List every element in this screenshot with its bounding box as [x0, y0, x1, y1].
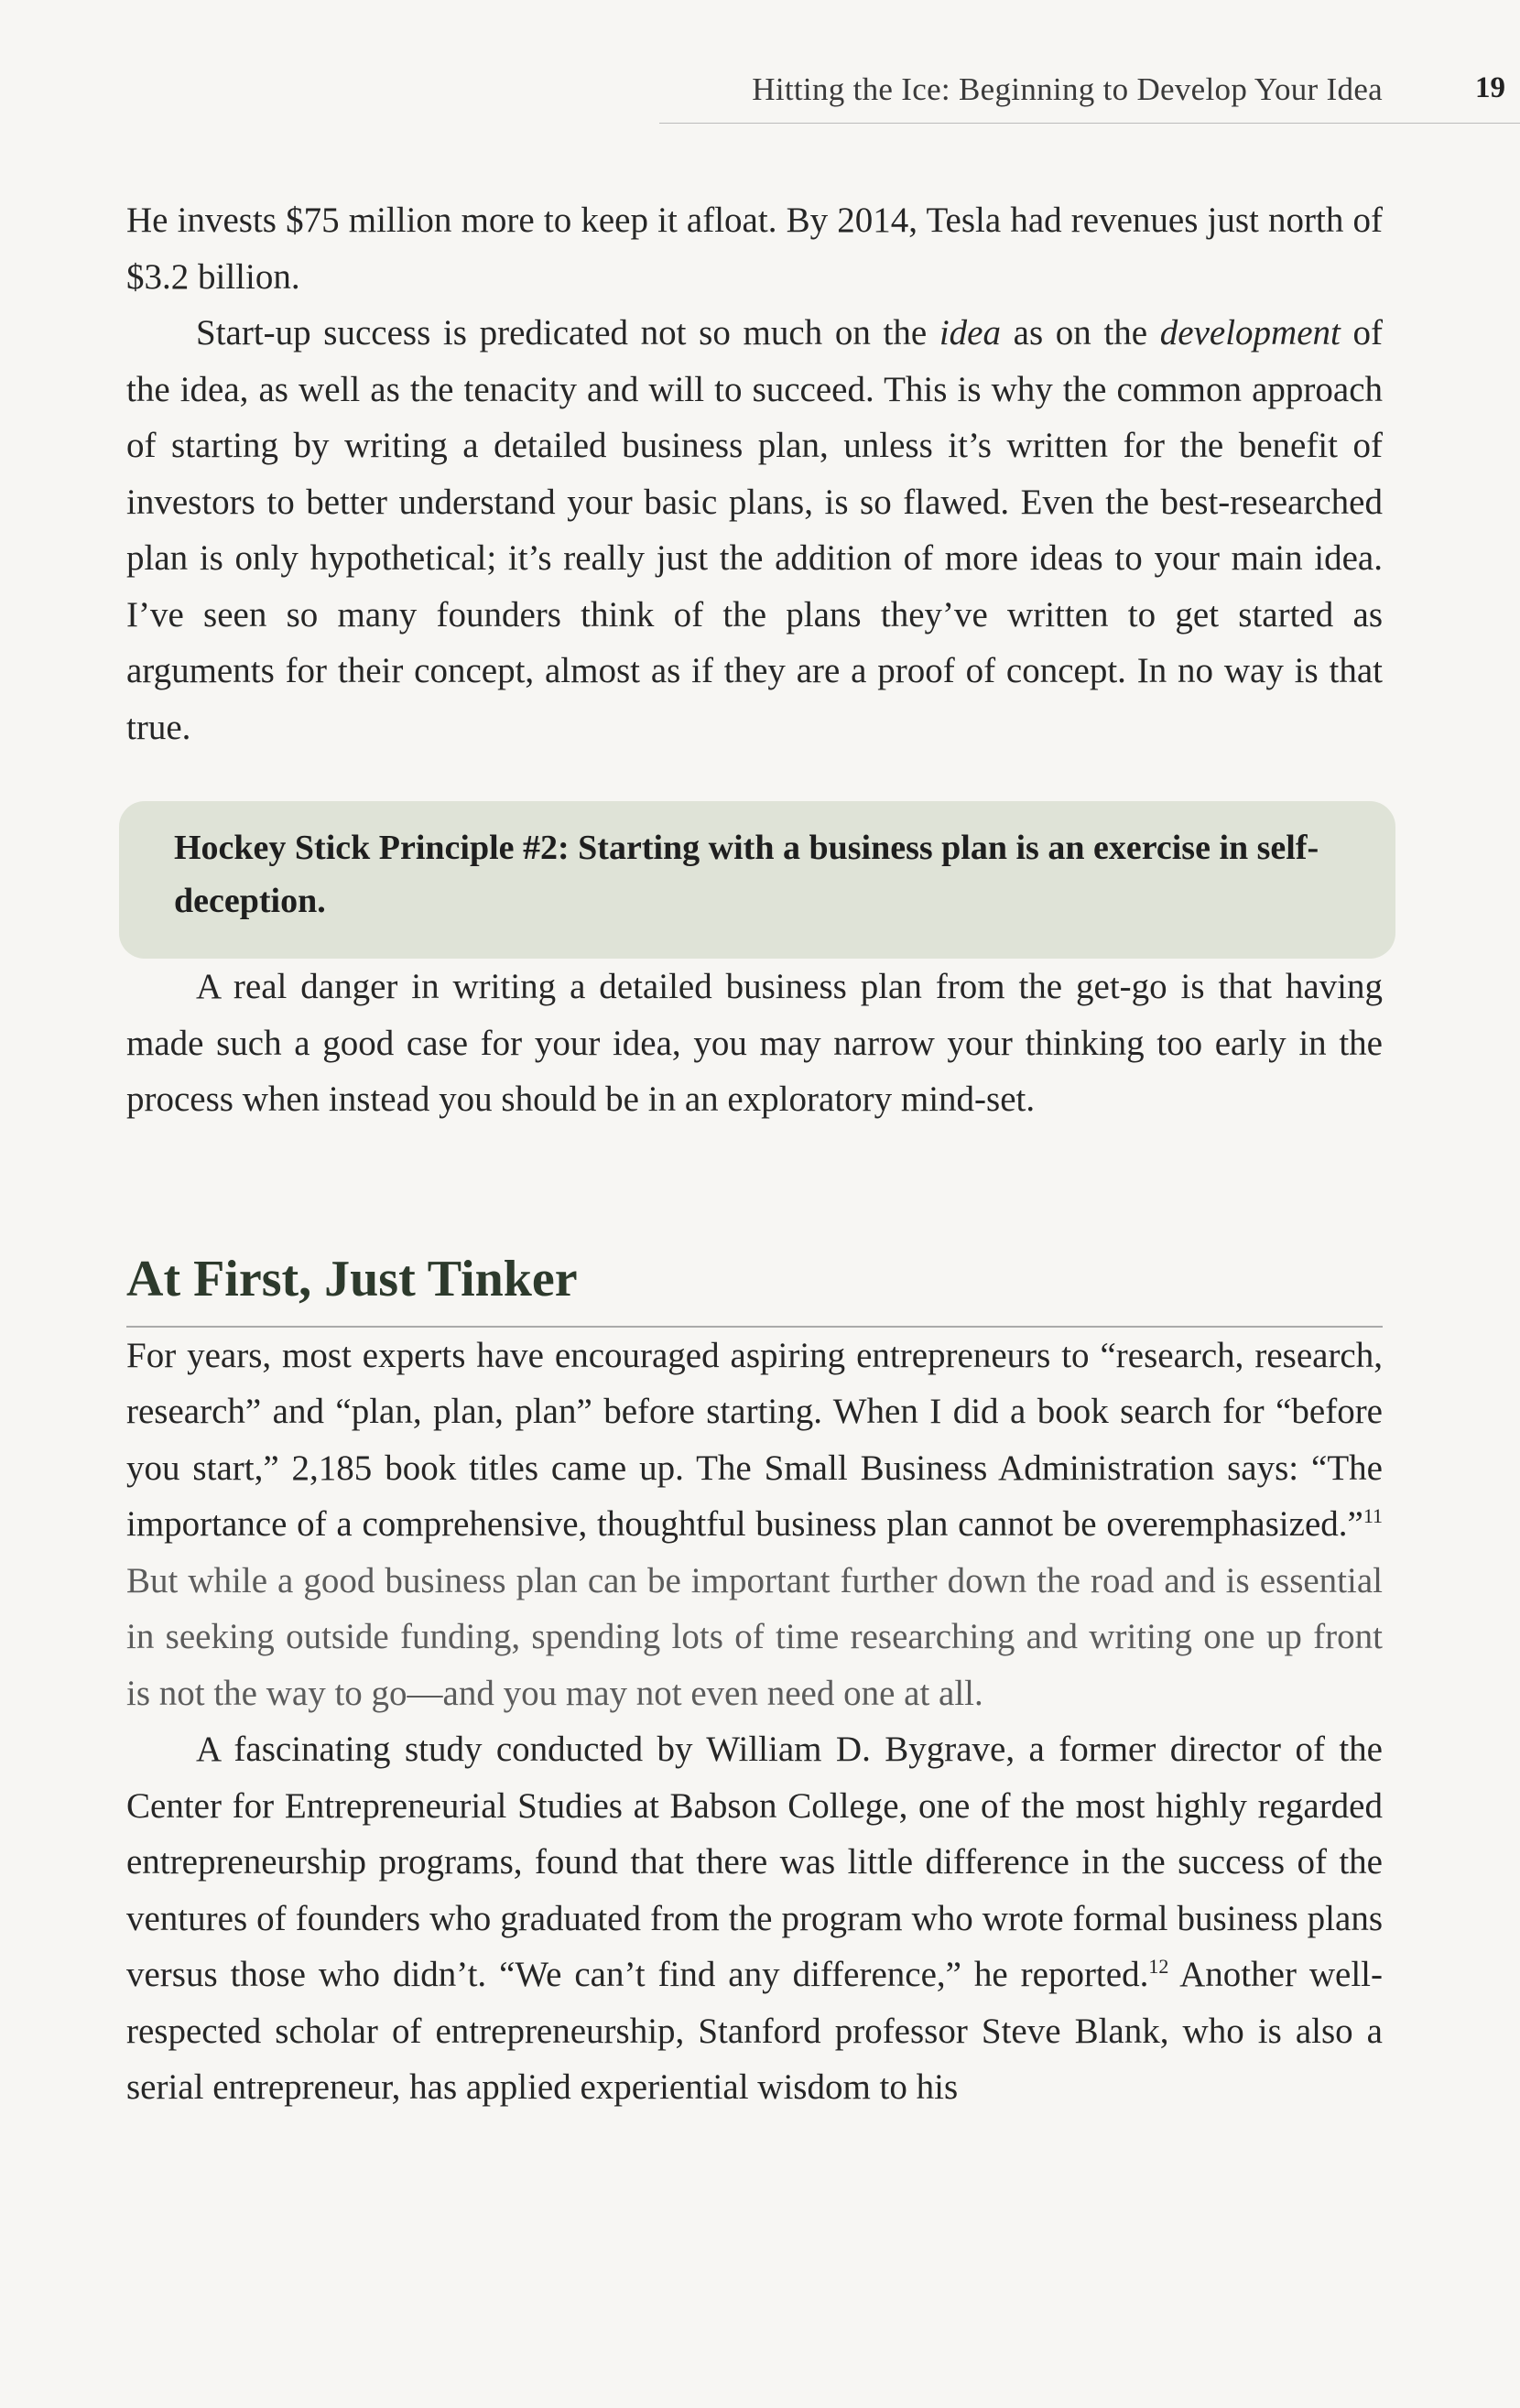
footnote-ref-11: 11: [1363, 1504, 1383, 1527]
text-run: But while a good business plan can be important further down the road and is essential in seeking outside funding, spending lots of time researching and writing one up front is not the way to go—and you may not even need one at all.: [126, 1560, 1383, 1713]
page-number: 19: [1475, 71, 1505, 104]
emphasis-development: development: [1159, 313, 1341, 353]
text-run: Another well-respected scholar of entrepreneurship, Stanford professor Steve Blank, who is also a serial entrepreneur, has applied experiential wisdom to his: [126, 1955, 1384, 2107]
paragraph-bygrave-study: [126, 1721, 1383, 2116]
header-rule: [659, 123, 1520, 124]
section-heading: At First, Just Tinker: [126, 1250, 578, 1307]
paragraph-for-years: [126, 1328, 1383, 1722]
page-body: [126, 192, 1383, 2116]
emphasis-idea: idea: [939, 313, 1001, 353]
text-run: A fascinating study conducted by William D. Bygrave, a former director of the Center for Entrepreneurial Studies at Babson College, one of the most highly regarded entrepreneurship programs, found that there was little difference in the success of the ventures of founders who graduated from the program who wrote formal business plans versus those who didn’t. “We can’t find any difference,” he reported.: [126, 1730, 1383, 1994]
text-run: Start-up success is predicated not so much on the: [196, 313, 939, 353]
running-head-title: Hitting the Ice: Beginning to Develop Your Idea: [752, 71, 1383, 107]
principle-callout-box: [119, 801, 1395, 959]
footnote-ref-12: 12: [1148, 1955, 1169, 1978]
paragraph-real-danger: A real danger in writing a detailed business plan from the get-go is that having made such a good case for your idea, you may narrow your thinking too early in the process when instead you should be in an exploratory mind-set.: [126, 967, 1383, 1119]
text-run: For years, most experts have encouraged aspiring entrepreneurs to “research, research, research” and “plan, plan, plan” before starting. When I did a book search for “before you start,” 2,185 book titles came up. The Small Business Administration says: “The importance of a comprehensive, thoughtful business plan cannot be overemphasized.”: [126, 1335, 1383, 1544]
running-header: [0, 71, 1520, 126]
principle-text: Hockey Stick Principle #2: Starting with a business plan is an exercise in self-deception.: [174, 829, 1319, 920]
text-run: as on the: [1000, 313, 1160, 353]
paragraph-tesla: He invests $75 million more to keep it afloat. By 2014, Tesla had revenues just north of $3.2 billion.: [126, 201, 1383, 297]
text-run: of the idea, as well as the tenacity and will to succeed. This is why the common approach of starting by writing a detailed business plan, unless it’s written for the benefit of investors to better understand your basic plans, is so flawed. Even the best-researched plan is only hypothetical; it’s really just the addition of more ideas to your main idea. I’ve seen so many founders think of the plans they’ve written to get started as arguments for their concept, almost as if they are a proof of concept. In no way is that true.: [126, 313, 1383, 747]
paragraph-startup-success: [126, 305, 1383, 755]
